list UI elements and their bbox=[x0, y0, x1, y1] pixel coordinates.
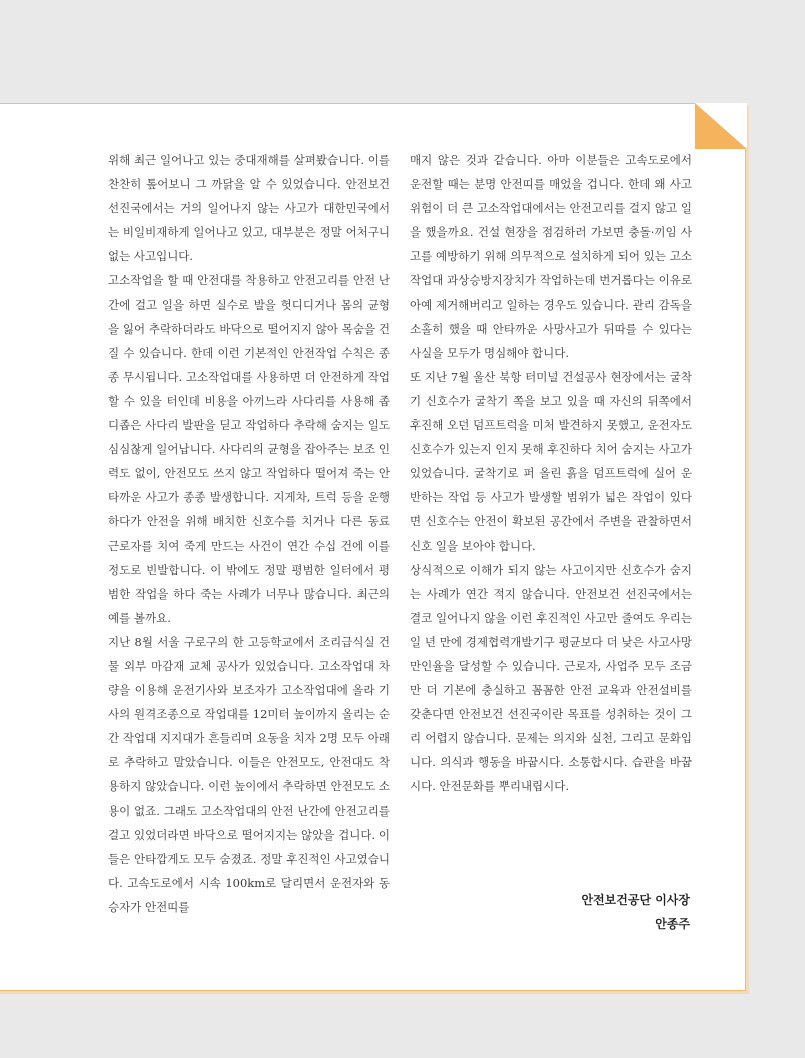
article-right-column bbox=[410, 148, 692, 799]
signature-name: 안종주 bbox=[655, 917, 690, 931]
left-paragraph-3: 지난 8월 서울 구로구의 한 고등학교에서 조리급식실 건물 외부 마감재 교체 공사가 있었습니다. 고소작업대 차량을 이용해 운전기사와 보조자가 고소작업대에 올라 기사의 원격조종으로 작업대를 12미터 높이까지 올리는 순간 작업대 지지대가 흔들리며 요동을 치자 2명 모두 아래로 추락하고 말았습니다. 이들은 안전모도, 안전대도 착용하지 않았습니다. 이런 높이에서 추락하면 안전모도 소용이 없죠. 그래도 고소작업대의 안전 난간에 안전고리를 걸고 있었더라면 바닥으로 떨어지지는 않았을 겁니다. 이들은 안타깝게도 모두 숨졌죠. 정말 후진적인 사고였습니다. 고속도로에서 시속 100km로 달리면서 운전자와 동승자가 안전띠를 bbox=[108, 634, 390, 914]
left-paragraph-2: 고소작업을 할 때 안전대를 착용하고 안전고리를 안전 난간에 걸고 일을 하면 실수로 발을 헛디디거나 몸의 균형을 잃어 추락하더라도 바닥으로 떨어지지 않아 목숨을 건질 수 있습니다. 한데 이런 기본적인 안전작업 수칙은 종종 무시됩니다. 고소작업대를 사용하면 더 안전하게 작업할 수 있을 터인데 비용을 아끼느라 사다리를 사용해 좁디좁은 사다리 발판을 딛고 작업하다 추락해 숨지는 일도 심심찮게 일어납니다. 사다리의 균형을 잡아주는 보조 인력도 없이, 안전모도 쓰지 않고 작업하다 떨어져 죽는 안타까운 사고가 종종 발생합니다. 지게차, 트럭 등을 운행하다가 안전을 위해 배치한 신호수를 치거나 다른 동료 근로자를 치여 죽게 만드는 사건이 연간 수십 건에 이를 정도로 빈발합니다. 이 밖에도 정말 평범한 일터에서 평범한 작업을 하다 죽는 사례가 너무나 많습니다. 최근의 예를 볼까요. bbox=[108, 273, 390, 625]
signature-organization: 안전보건공단 이사장 bbox=[581, 893, 690, 907]
left-paragraph-1: 위해 최근 일어나고 있는 중대재해를 살펴봤습니다. 이를 찬찬히 톺어보니 그 까닭을 알 수 있었습니다. 안전보건 선진국에서는 거의 일어나지 않는 사고가 대한민국에서는 비일비재하게 일어나고 있고, 대부분은 정말 어처구니없는 사고입니다. bbox=[108, 153, 390, 264]
right-paragraph-3: 상식적으로 이해가 되지 않는 사고이지만 신호수가 숨지는 사례가 연간 적지 않습니다. 안전보건 선진국에서는 결코 일어나지 않을 이런 후진적인 사고만 줄여도 우리는 일 년 만에 경제협력개발기구 평균보다 더 낮은 사고사망만인율을 달성할 수 있습니다. 근로자, 사업주 모두 조금만 더 기본에 충실하고 꼼꼼한 안전 교육과 안전설비를 갖춘다면 안전보건 선진국이란 목표를 성취하는 것이 그리 어렵지 않습니다. 문제는 의지와 실천, 그리고 문화입니다. 의식과 행동을 바꿉시다. 소통합시다. 습관을 바꿉시다. 안전문화를 뿌리내립시다. bbox=[410, 562, 692, 794]
article-left-column bbox=[108, 148, 390, 919]
right-paragraph-2: 또 지난 7월 울산 북항 터미널 건설공사 현장에서는 굴착기 신호수가 굴착기 쪽을 보고 있을 때 자신의 뒤쪽에서 후진해 오던 덤프트럭을 미처 발견하지 못했고, 운전자도 신호수가 있는지 인지 못해 후진하다 치어 숨지는 사고가 있었습니다. 굴착기로 퍼 올린 흙을 덤프트럭에 실어 운반하는 작업 등 사고가 발생할 범위가 넓은 작업이 있다면 신호수는 안전이 확보된 공간에서 주변을 관찰하면서 신호 일을 보아야 합니다. bbox=[410, 369, 692, 553]
right-paragraph-1: 매지 않은 것과 같습니다. 아마 이분들은 고속도로에서 운전할 때는 분명 안전띠를 매었을 겁니다. 한데 왜 사고 위험이 더 큰 고소작업대에서는 안전고리를 걸지 않고 일을 했을까요. 건설 현장을 점검하러 가보면 충돌·끼임 사고를 예방하기 위해 의무적으로 설치하게 되어 있는 고소작업대 과상승방지장치가 작업하는데 번거롭다는 이유로 아예 제거해버리고 일하는 경우도 있습니다. 관리 감독을 소홀히 했을 때 안타까운 사망사고가 뒤따를 수 있다는 사실을 모두가 명심해야 합니다. bbox=[410, 153, 692, 360]
folded-corner-icon bbox=[695, 103, 747, 149]
